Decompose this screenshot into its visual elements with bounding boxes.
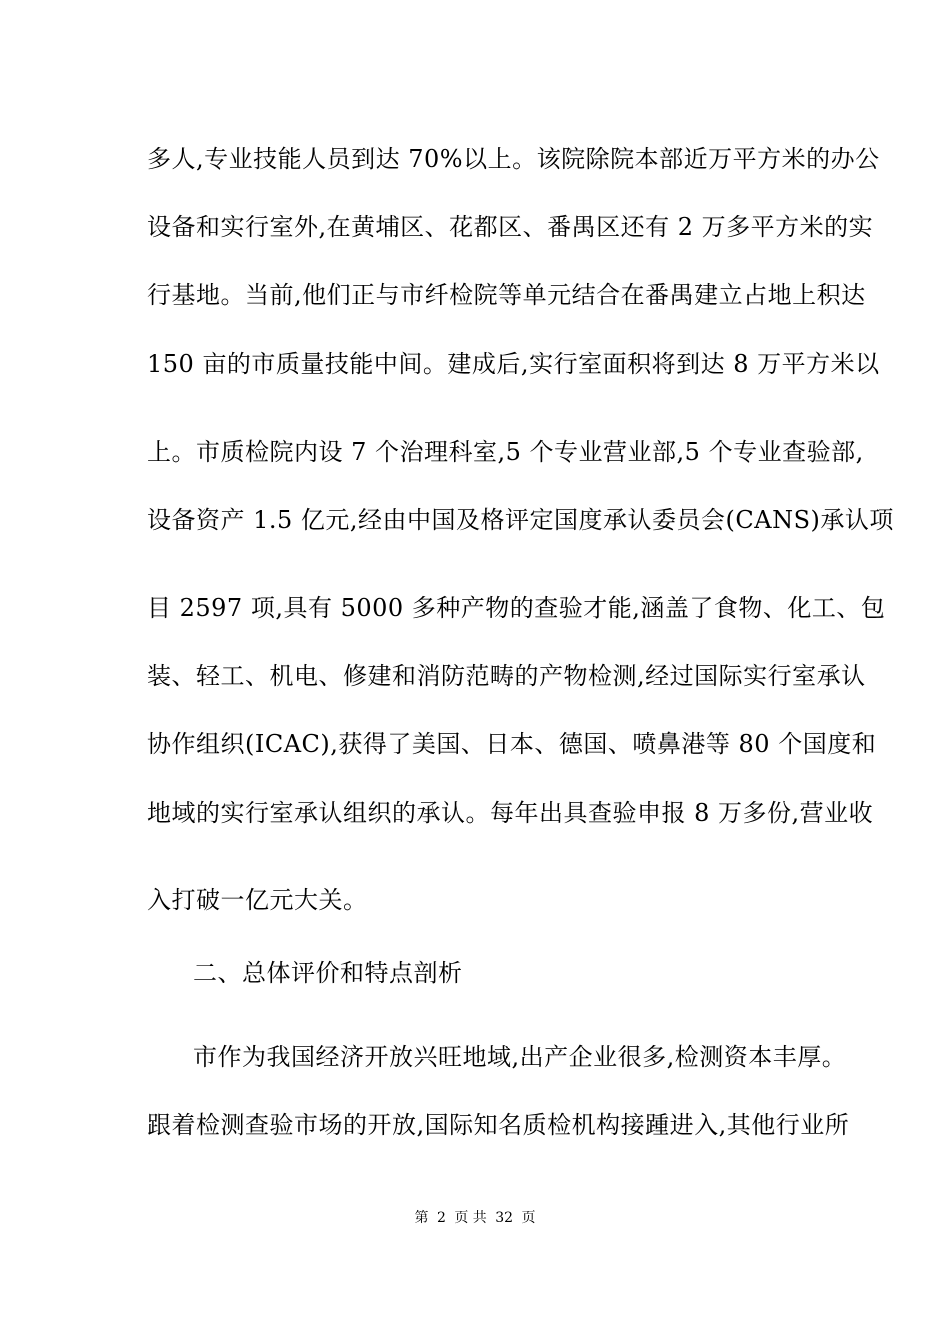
- body-text-line: 150 亩的市质量技能中间。建成后,实行室面积将到达 8 万平方米以: [147, 350, 880, 378]
- body-text-line: 多人,专业技能人员到达 70%以上。该院除院本部近万平方米的办公: [147, 145, 880, 173]
- body-text-line: 设备和实行室外,在黄埔区、花都区、番禺区还有 2 万多平方米的实: [147, 213, 874, 241]
- body-text-line: 地域的实行室承认组织的承认。每年出具查验申报 8 万多份,营业收: [147, 799, 874, 827]
- footer-prefix: 第: [414, 1210, 429, 1226]
- footer-total-pages: 32: [495, 1210, 514, 1226]
- footer-current-page: 2: [436, 1210, 446, 1226]
- body-text-line: 行基地。当前,他们正与市纤检院等单元结合在番禺建立占地上积达: [147, 281, 866, 309]
- section-heading: 二、总体评价和特点剖析: [193, 959, 463, 987]
- body-text-line: 目 2597 项,具有 5000 多种产物的查验才能,涵盖了食物、化工、包: [147, 594, 886, 622]
- body-text-line: 入打破一亿元大关。: [147, 886, 368, 914]
- footer-middle: 页 共: [454, 1210, 487, 1226]
- footer-suffix: 页: [521, 1210, 536, 1226]
- body-text-line: 市作为我国经济开放兴旺地域,出产企业很多,检测资本丰厚。: [193, 1043, 847, 1071]
- page-footer: [0, 1209, 950, 1227]
- body-text-line: 跟着检测查验市场的开放,国际知名质检机构接踵进入,其他行业所: [147, 1111, 850, 1139]
- body-text-line: 设备资产 1.5 亿元,经由中国及格评定国度承认委员会(CANS)承认项: [147, 506, 894, 534]
- body-text-line: 协作组织(ICAC),获得了美国、日本、德国、喷鼻港等 80 个国度和: [147, 730, 877, 758]
- body-text-line: 装、轻工、机电、修建和消防范畴的产物检测,经过国际实行室承认: [147, 662, 866, 690]
- body-text-line: 上。市质检院内设 7 个治理科室,5 个专业营业部,5 个专业查验部,: [147, 438, 864, 466]
